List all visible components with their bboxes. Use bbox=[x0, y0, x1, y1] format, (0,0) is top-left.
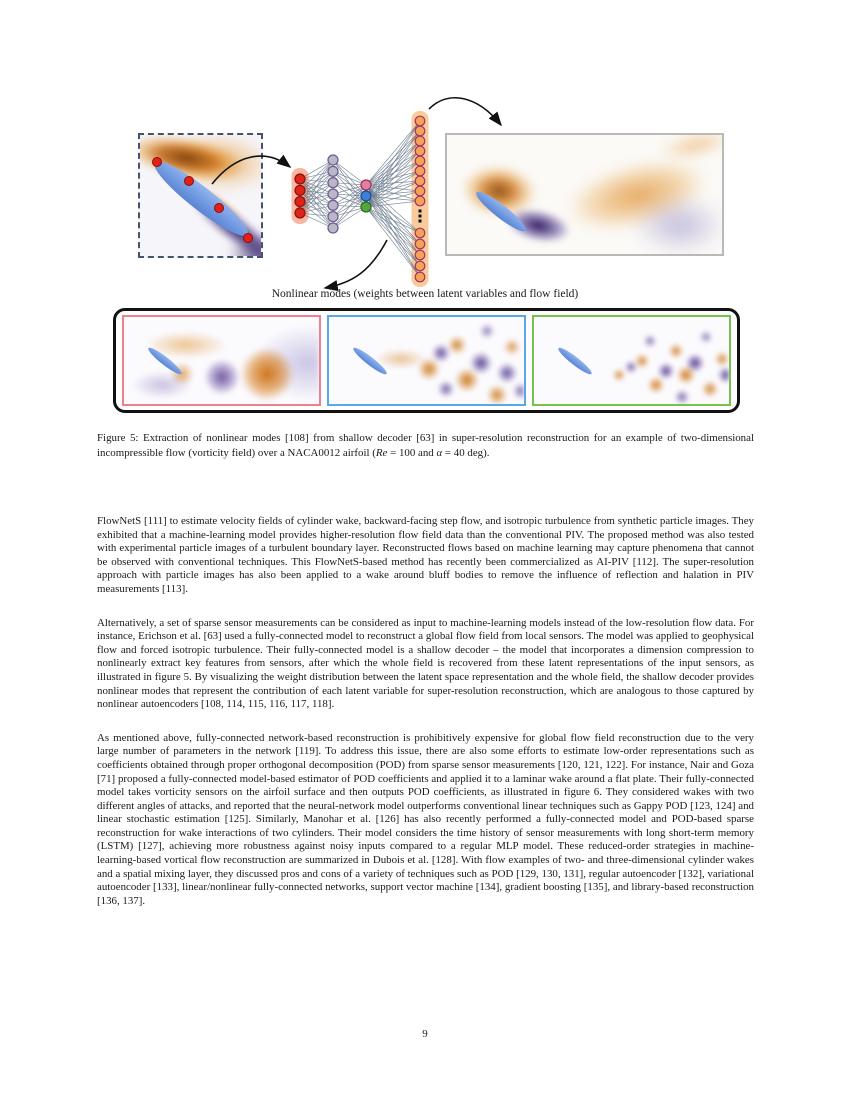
mode-3-vorticity-field bbox=[534, 317, 729, 404]
body-text bbox=[97, 515, 754, 928]
sensor-dot bbox=[243, 233, 253, 243]
sensor-dot bbox=[184, 176, 194, 186]
modes-label: Nonlinear modes (weights between latent variables and flow field) bbox=[271, 288, 579, 300]
caption-text: = 100 and bbox=[387, 447, 437, 459]
mode-image-2 bbox=[327, 315, 526, 406]
mode-image-3 bbox=[532, 315, 731, 406]
body-paragraph-2: Alternatively, a set of sparse sensor measurements can be considered as input to machine-learning models instead of the low-resolution flow data. For instance, Erichson et al. [63] used a fully-connected model to reconstruct a global flow field from local sensors. The model was applied to geophysical flow and forced isotropic turbulence. Their fully-connected model is a shallow decoder – the model that incorporates a dimension compression to nonlinearly extract key features from sensors, after which the whole field is recovered from these latent representations of the input sensors, as illustrated in figure 5. By visualizing the weight distribution between the latent space representation and the whole field, the shallow decoder provides nonlinear modes that represent the contribution of each latent variable for super-resolution reconstruction, which are analogous to those captured by nonlinear autoencoders [108, 114, 115, 116, 117, 118]. bbox=[97, 616, 754, 711]
caption-text: = 40 deg). bbox=[442, 447, 490, 459]
mode-1-vorticity-field bbox=[124, 317, 319, 404]
negative-vorticity-blob bbox=[632, 195, 724, 255]
reconstructed-flow-image bbox=[445, 133, 724, 256]
caption-alpha-math: α bbox=[436, 447, 443, 459]
figure-caption bbox=[97, 431, 754, 461]
figure-5-graphic bbox=[0, 0, 850, 460]
mode-image-1 bbox=[122, 315, 321, 406]
caption-re-math: Re bbox=[375, 447, 388, 459]
sensor-dot bbox=[152, 157, 162, 167]
caption-text: Figure 5: Extraction of nonlinear modes [108] from shallow decoder [63] in super-resolution reconstruction for an example of two-dimensional incompressible flow (vorticity field) over a NACA0012 airfoil ( bbox=[97, 432, 754, 459]
mode-2-vorticity-field bbox=[329, 317, 524, 404]
body-paragraph-1: FlowNetS [111] to estimate velocity fields of cylinder wake, backward-facing step flow, and isotropic turbulence from synthetic particle images. They exhibited that a machine-learning model provides higher-resolution flow field data than the conventional PIV. The proposed method was also tested with experimental particle images of a turbulent boundary layer. Reconstructed flows based on machine learning may capture phenomena that cannot be observed with conventional techniques. This FlowNetS-based method has recently been commercialized as AI-PIV [112]. The super-resolution approach with particle images has also been applied to a wake around bluff bodies to remove the influence of reflection and halation in PIV measurements [113]. bbox=[97, 515, 754, 595]
nonlinear-modes-panel bbox=[113, 308, 740, 413]
body-paragraph-3: As mentioned above, fully-connected network-based reconstruction is prohibitively expensive for global flow field reconstruction due to the very large number of parameters in the network [119]. To address this issue, there are also some efforts to estimate low-order representations such as coefficients obtained through proper orthogonal decomposition (POD) from sparse sensor measurements [120, 121, 122]. For instance, Nair and Goza [71] proposed a fully-connected model-based estimator of POD coefficients and applied it to a laminar wake around a flat plate. Their fully-connected model takes vorticity sensors on the airfoil surface and then outputs POD coefficients, as illustrated in figure 6. They considered wakes with two different angles of attacks, and reported that the neural-network model outperforms conventional linear techniques such as Gappy POD [123, 124] and linear stochastic estimation [125]. Similarly, Manohar et al. [126] has also recently performed a fully-connected model and POD-based sparse reconstruction for wake interactions of two cylinders. Their model considers the time history of sensor measurements with long short-term memory (LSTM) [127], achieving more robustness against noisy inputs compared to a regular MLP model. These reduced-order strategies in machine-learning-based vortical flow reconstruction are summarized in Dubois et al. [128]. With flow examples of two- and three-dimensional cylinder wakes and a spatial mixing layer, they discussed pros and cons of a variety of techniques such as POD [129, 130, 131], regular autoencoder [132], variational autoencoder [133], linear/nonlinear fully-connected networks, support vector machine [134], gradient boosting [135], and library-based reconstruction [136, 137]. bbox=[97, 731, 754, 907]
page-number: 9 bbox=[422, 1028, 428, 1040]
sensor-dot bbox=[214, 203, 224, 213]
low-res-input-flow-image bbox=[138, 133, 263, 258]
